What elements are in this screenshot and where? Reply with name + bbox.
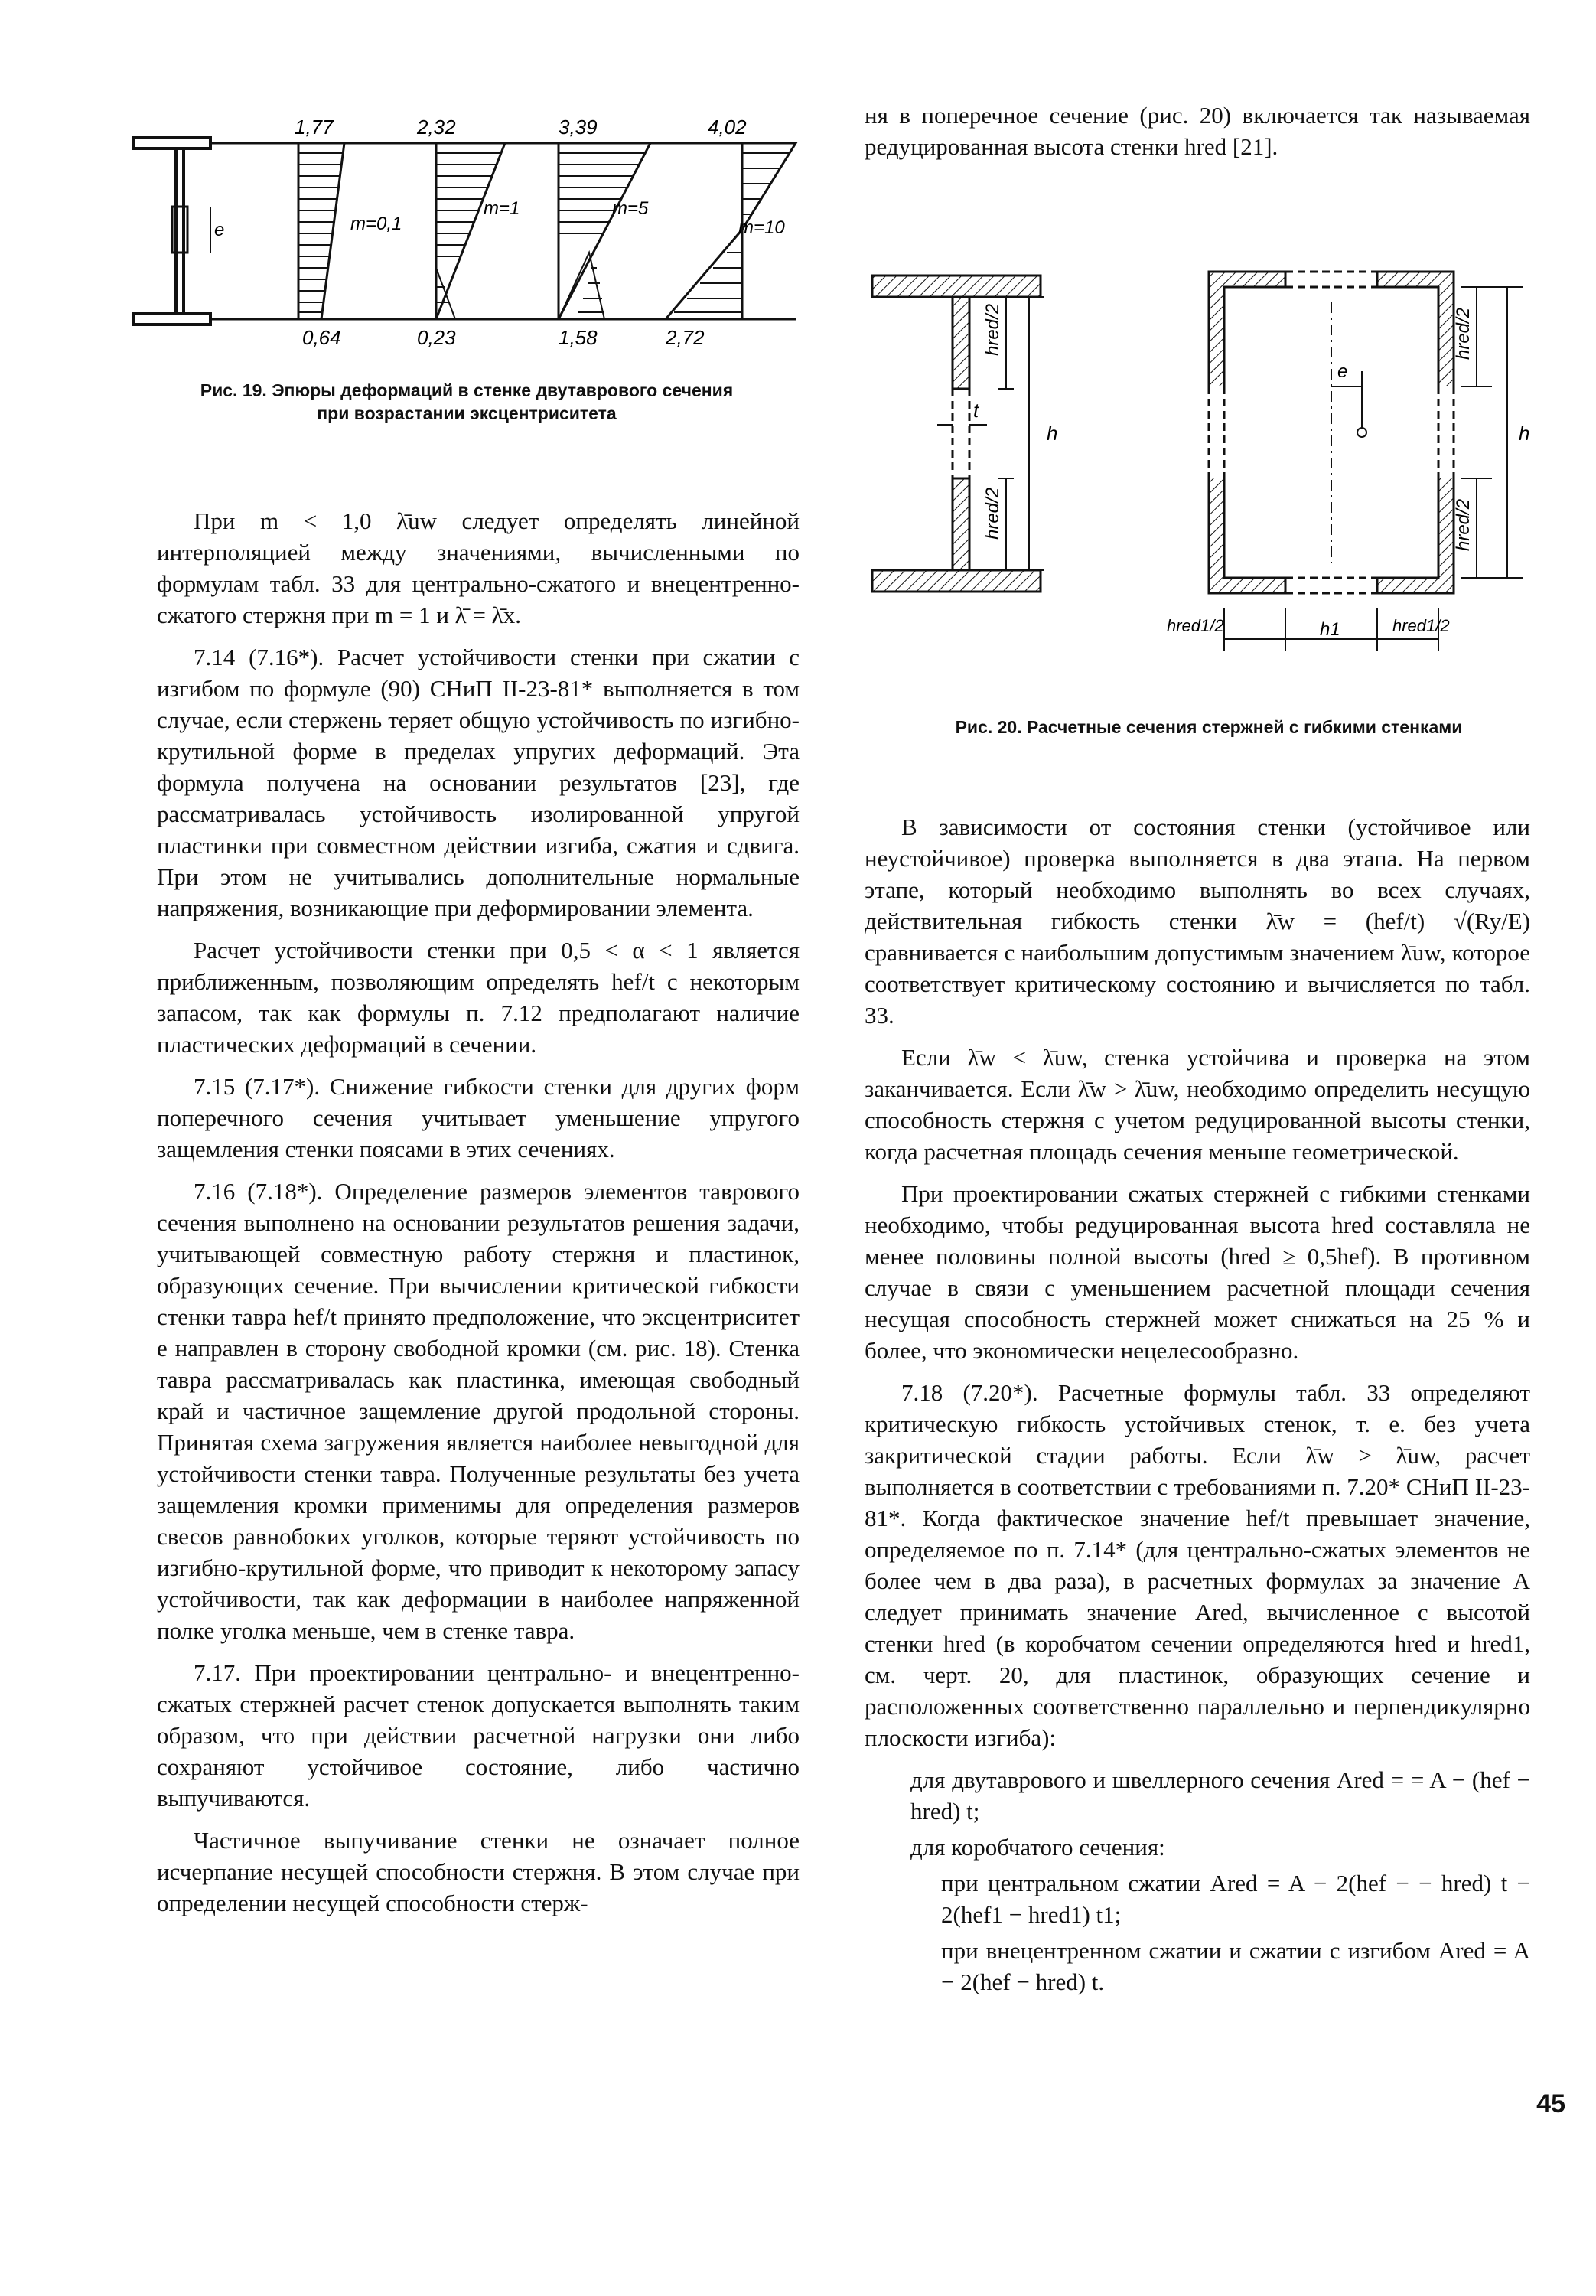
e-label-box: e: [1337, 361, 1348, 382]
figure-20-diagram: [865, 264, 1553, 693]
formula-line: для двутаврового и швеллерного сечения Ared = = A − (hef − hred) t;: [910, 1766, 1530, 1825]
figure-19-caption-line-2: при возрастании эксцентриситета: [317, 403, 617, 423]
m-label-3: m=5: [612, 198, 649, 219]
top-value-4: 4,02: [708, 116, 747, 139]
hred-half-label-left-bottom: hred/2: [982, 487, 1003, 540]
formula-line: при внецентренном сжатии и сжатии с изгибом Ared = A − 2(hef − hred) t.: [941, 1937, 1530, 1995]
figure-19-diagram: [130, 107, 803, 360]
bottom-value-2: 0,23: [417, 326, 456, 349]
formula-line: при центральном сжатии Ared = A − 2(hef − − hred) t − 2(hef1 − hred1) t1;: [941, 1870, 1530, 1928]
bottom-value-1: 0,64: [302, 326, 341, 349]
top-value-3: 3,39: [559, 116, 598, 139]
paragraph: 7.14 (7.16*). Расчет устойчивости стенки при сжатии с изгибом по формуле (90) СНиП II-23-81* выполняется в том случае, если стержень теряет общую устойчивость по изгибно-крутильной форме в пределах упругих деформаций. Эта формула получена на основании результатов [23], где рассматривалась устойчивость изолированной упругой пластинки при совместном действии изгиба, сжатия и сдвига. При этом не учитывались дополнительные нормальные напряжения, возникающие при деформировании элемента.: [157, 644, 800, 921]
hred1-half-label-right: hred1/2: [1392, 616, 1450, 635]
bottom-value-3: 1,58: [559, 326, 598, 349]
figure-19-caption-line-1: Рис. 19. Эпюры деформаций в стенке двутаврового сечения: [200, 380, 734, 400]
top-value-1: 1,77: [295, 116, 334, 139]
bottom-value-4: 2,72: [666, 326, 705, 349]
figure-20-caption: Рис. 20. Расчетные сечения стержней с гибкими стенками: [955, 717, 1463, 737]
right-column-top: [865, 99, 1530, 173]
paragraph: Частичное выпучивание стенки не означает полное исчерпание несущей способности стержня. В этом случае при определении несущей способности стерж-: [157, 1827, 800, 1916]
paragraph: 7.15 (7.17*). Снижение гибкости стенки для других форм поперечного сечения учитывает уменьшение упругого защемления стенки поясами в этих сечениях.: [157, 1073, 800, 1163]
hred-half-label-box-bottom: hred/2: [1453, 498, 1474, 551]
paragraph: 7.16 (7.18*). Определение размеров элементов таврового сечения выполнено на основании результатов решения задачи, учитывающей совместную работу стержня и пластинок, образующих сечение. При вычислении критической гибкости стенки тавра hef/t принято предположение, что эксцентриситет e направлен в сторону свободной кромки (см. рис. 18). Стенка тавра рассматривалась как пластинка, имеющая свободный край и частичное защемление другой продольной стороны. Принятая схема загружения является наиболее невыгодной для устойчивости стенки тавра. Полученные результаты без учета защемления кромки применимы для определения размеров свесов равнобоких уголков, которые теряют устойчивость по изгибно-крутильной форме, что приводит к некоторому запасу устойчивости, так как деформации в наиболее напряженной полке уголка меньше, чем в стенке тавра.: [157, 1178, 800, 1644]
h1-label: h1: [1320, 619, 1340, 640]
paragraph: 7.17. При проектировании центрально- и внецентренно-сжатых стержней расчет стенок допускается выполнять таким образом, что при действии расчетной нагрузки они либо сохраняют устойчивое состояние, либо частично выпучиваются.: [157, 1659, 800, 1812]
hred1-half-label-left: hred1/2: [1167, 616, 1224, 635]
formula-line: для коробчатого сечения:: [910, 1834, 1165, 1861]
h-label-box: h: [1519, 422, 1530, 445]
paragraph: При проектировании сжатых стержней с гибкими стенками необходимо, чтобы редуцированная высота hred составляла не менее половины полной высоты (hred ≥ 0,5hef). В противном случае в связи с уменьшением расчетной площади сечения несущая способность стержней может снижаться на 25 % и более, что экономически нецелесообразно.: [865, 1180, 1530, 1364]
paragraph: Если λ̄w < λ̄uw, стенка устойчива и проверка на этом заканчивается. Если λ̄w > λ̄uw, необходимо определить несущую способность стержня с учетом редуцированной высоты стенки, когда расчетная площадь сечения меньше геометрической.: [865, 1044, 1530, 1165]
top-value-2: 2,32: [417, 116, 456, 139]
m-label-2: m=1: [484, 198, 520, 219]
right-column: [865, 811, 1530, 2002]
t-label: t: [973, 399, 979, 422]
m-label-1: m=0,1: [350, 214, 402, 234]
m-label-4: m=10: [738, 217, 785, 238]
hred-half-label-left-top: hred/2: [982, 303, 1003, 356]
paragraph: 7.18 (7.20*). Расчетные формулы табл. 33 определяют критическую гибкость устойчивых стенок, т. е. без учета закритической стадии работы. Если λ̄w > λ̄uw, расчет выполняется в соответствии с требованиями п. 7.20* СНиП II-23-81*. Когда фактическое значение hef/t превышает значение, определяемое по п. 7.14* (для центрально-сжатых элементов не более чем в два раза), в расчетных формулах за значение A следует принимать значение Ared, вычисленное с высотой стенки hred (в коробчатом сечении определяются hred и hred1, см. черт. 20, для пластинок, образующих сечение и расположенных соответственно параллельно и перпендикулярно плоскости изгиба):: [865, 1379, 1530, 1751]
e-label: e: [214, 220, 225, 240]
page-number: 45: [1536, 2089, 1565, 2118]
paragraph: В зависимости от состояния стенки (устойчивое или неустойчивое) проверка выполняется в два этапа. На первом этапе, который необходимо выполнять во всех случаях, действительная гибкость стенки λ̄w = (hef/t) √(Ry/E) сравнивается с наибольшим допустимым значением λ̄uw, которое соответствует критическому состоянию и вычисляется по табл. 33.: [865, 814, 1530, 1029]
left-column: [157, 505, 800, 1929]
paragraph: При m < 1,0 λ̄uw следует определять линейной интерполяцией между значениями, вычисленными по формулам табл. 33 для центрально-сжатого и внецентренно-сжатого стержня при m = 1 и λ̄ = λ̄x.: [157, 507, 800, 628]
figure-19-caption: [130, 379, 803, 425]
paragraph: ня в поперечное сечение (рис. 20) включается так называемая редуцированная высота стенки hred [21].: [865, 102, 1530, 160]
h-label-left: h: [1047, 422, 1058, 445]
paragraph: Расчет устойчивости стенки при 0,5 < α < 1 является приближенным, позволяющим определять hef/t с некоторым запасом, так как формулы п. 7.12 предполагают наличие пластических деформаций в сечении.: [157, 937, 800, 1058]
hred-half-label-box-top: hred/2: [1453, 307, 1474, 360]
